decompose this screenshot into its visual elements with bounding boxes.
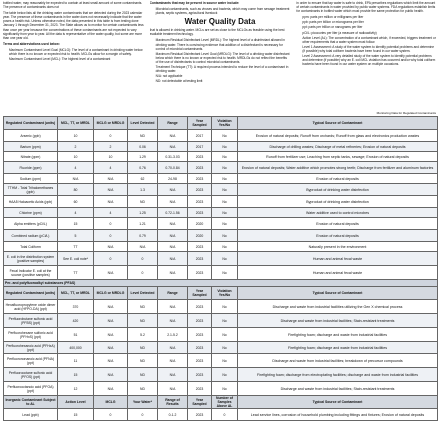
column-header: Typical Source of Contaminant: [238, 117, 438, 130]
table-cell: 2: [94, 142, 128, 152]
table-cell: 2023: [188, 184, 212, 196]
column-header: Level Detected: [128, 117, 158, 130]
table-cell: No: [212, 152, 238, 162]
table-cell: N/A: [158, 300, 188, 314]
table-cell: N/A: [94, 342, 128, 354]
contaminant-name-cell: Perfluorooctane sulfonic acid (PFOS) (ppt): [4, 368, 58, 382]
table-cell: 4: [94, 162, 128, 174]
table-cell: 5: [58, 230, 94, 242]
table-cell: 2020: [188, 230, 212, 242]
table-cell: N/A: [158, 130, 188, 142]
contaminant-name-cell: Fecal Indicator E. coli at the source (positive samples): [4, 266, 58, 280]
contaminant-name-cell: Nitrate (ppm): [4, 152, 58, 162]
column-header: Violation Yes/No: [212, 117, 238, 130]
source-cell: Erosion of natural deposits: [238, 218, 438, 230]
source-cell: Discharge of drilling wastes; Discharge of metal refineries; Erosion of natural deposits: [238, 142, 438, 152]
source-cell: Human and animal fecal waste: [238, 252, 438, 266]
table-row: [4, 130, 438, 142]
table-cell: N/A: [94, 368, 128, 382]
table-row: [4, 328, 438, 342]
intro-columns: [0, 0, 440, 111]
term-item: • N/A: not applicable: [156, 74, 291, 78]
term-item: • ppt: parts per trillion or nanograms per liter: [302, 25, 437, 29]
term-item: • Treatment Technique (TT): A required process intended to reduce the level of a contaminant in drinking water.: [156, 65, 291, 73]
contaminant-name-cell: TTHM - Total Trihalomethanes (ppb): [4, 184, 58, 196]
table-cell: 420: [58, 314, 94, 328]
table-cell: 2023: [188, 409, 212, 421]
table-cell: 0.79: [128, 230, 158, 242]
table-cell: N/A: [158, 342, 188, 354]
table-cell: 2023: [188, 162, 212, 174]
table-cell: N/A: [158, 354, 188, 368]
table-cell: N/A: [94, 382, 128, 396]
table-row: [4, 382, 438, 396]
column-header: MCLG or MRDLG: [94, 287, 128, 300]
table-cell: 0.76: [128, 162, 158, 174]
table-cell: N/A: [158, 184, 188, 196]
table-cell: 2017: [188, 142, 212, 152]
table-cell: N/A: [158, 218, 188, 230]
terms-heading: Terms and abbreviations used below:: [3, 41, 60, 46]
table-row: [4, 174, 438, 184]
column-header: Typical Source of Contaminant: [238, 287, 438, 300]
table-row: [4, 300, 438, 314]
table-cell: 0: [94, 230, 128, 242]
column-header: Range: [158, 117, 188, 130]
table-cell: N/A: [158, 142, 188, 152]
source-list: [150, 7, 291, 15]
table-cell: N/A: [158, 368, 188, 382]
table-cell: 0.06: [128, 142, 158, 152]
term-item: • Maximum Contaminant Level (MCL): The highest level of a contaminant: [9, 57, 144, 61]
table-row: [4, 314, 438, 328]
intro-column-3: [296, 1, 437, 111]
table-cell: 0: [128, 252, 158, 266]
table-cell: No: [212, 218, 238, 230]
column-header: Number of Samples Above AL: [212, 396, 238, 409]
intro-text: bottled water, may reasonably be expected to contain at least small amount of some contaminants. The presence of contaminants does not: [3, 1, 143, 10]
lead-header-row: [4, 396, 438, 409]
table-cell: 2023: [188, 152, 212, 162]
table-cell: ND: [128, 342, 158, 354]
table-cell: 60: [58, 196, 94, 208]
table-row: [4, 162, 438, 174]
table-row: [4, 368, 438, 382]
table-cell: 24-98: [158, 174, 188, 184]
table-cell: TT: [58, 242, 94, 252]
table-cell: 2.1-5.2: [158, 328, 188, 342]
table-row: [4, 152, 438, 162]
source-cell: Lead service lines, corrosion of household plumbing including fittings and fixtures; Erosion of natural deposits: [238, 409, 438, 421]
contaminant-name-cell: Perfluorohexanoic acid (PFHxA) (ppt): [4, 342, 58, 354]
contaminant-name-cell: Barium (ppm): [4, 142, 58, 152]
table-cell: N/A: [94, 328, 128, 342]
table-cell: ND: [128, 300, 158, 314]
column-header: MCLG: [94, 396, 128, 409]
table-cell: ND: [128, 130, 158, 142]
table-cell: 0.70-0.84: [158, 162, 188, 174]
table-cell: 10: [58, 152, 94, 162]
contaminant-name-cell: Sodium (ppm): [4, 174, 58, 184]
table-cell: No: [212, 252, 238, 266]
table-row: [4, 230, 438, 242]
contaminant-name-cell: Perfluorooctanoic acid (PFOA) (ppt): [4, 382, 58, 396]
column-header: Violation Yes/No: [212, 287, 238, 300]
table-cell: 2023: [188, 354, 212, 368]
table-cell: N/A: [94, 266, 128, 280]
table-cell: 80: [58, 184, 94, 196]
table-cell: No: [212, 328, 238, 342]
source-cell: Runoff from fertilizer use; Leaching from septic tanks, sewage; Erosion of natural deposits: [238, 152, 438, 162]
intro-text: The table below lists all the drinking water contaminants that we detected during the 2023 calendar year. The presence of these contaminants in the water does not necessarily indicate that the water poses a health risk. Unless otherwise noted, the data presented in this table is from testing done January 1 through December 31, 2023. The State allows us to monitor for certain contaminants less than once per year because the concentrations of these contaminants are not expected to vary significantly from year to year. All the data is representative of the water quality, but some are more than one year old.: [3, 11, 144, 40]
column-header: MCLG or MRDLG: [94, 117, 128, 130]
table-cell: 2023: [188, 382, 212, 396]
table-cell: 0.72-1.56: [158, 208, 188, 218]
table-cell: No: [212, 130, 238, 142]
table-cell: TT: [58, 266, 94, 280]
column-header: Range: [158, 287, 188, 300]
table-cell: 0: [128, 266, 158, 280]
table-cell: 2023: [188, 266, 212, 280]
table-cell: 1.21: [128, 218, 158, 230]
term-item: • ND: not detectable at testing limit: [156, 79, 291, 83]
term-item: • ppm: parts per million or milligrams per liter: [302, 15, 437, 19]
table-cell: 2: [58, 142, 94, 152]
table-cell: N/A: [58, 174, 94, 184]
table-cell: 12: [58, 382, 94, 396]
page-title: Water Quality Data: [184, 17, 256, 27]
table-cell: No: [212, 174, 238, 184]
contaminant-name-cell: Lead (ppb): [4, 409, 58, 421]
column-header: MCL, TT, or MRDL: [58, 117, 94, 130]
table-cell: N/A: [128, 242, 158, 252]
table-cell: No: [212, 300, 238, 314]
intro-text: that is allowed in drinking water. MCLs are set as close to the MCLGs as feasible using the best available treatment technology.: [149, 28, 285, 37]
table-cell: No: [212, 184, 238, 196]
table-cell: 5.2: [128, 328, 158, 342]
table-row: [4, 409, 438, 421]
table-row: [4, 342, 438, 354]
table-cell: 1.25: [128, 208, 158, 218]
table-cell: N/A: [158, 266, 188, 280]
terms-list: [3, 48, 144, 61]
contaminant-name-cell: Alpha emitters (pCi/L): [4, 218, 58, 230]
table-cell: 2023: [188, 208, 212, 218]
table-row: [4, 242, 438, 252]
terms-list: [296, 15, 437, 66]
table-cell: No: [212, 368, 238, 382]
source-cell: Discharge and waste from industrial facilities utilizing the Gen X chemical process: [238, 300, 438, 314]
table-cell: N/A: [158, 242, 188, 252]
contaminant-name-cell: Perfluorononanoic acid (PFNA) (ppt): [4, 354, 58, 368]
column-header: Year Sampled: [188, 117, 212, 130]
column-header: Regulated Contaminant (units): [4, 117, 58, 130]
table-cell: No: [212, 342, 238, 354]
column-header: Regulated Contaminant (units): [4, 287, 58, 300]
table-cell: N/A: [94, 196, 128, 208]
table-cell: 1.29: [128, 152, 158, 162]
source-cell: Erosion of natural deposits: [238, 230, 438, 242]
term-item: • Maximum Contaminant Level Goal (MCLG): The level of a contaminant in drinking water below which there is no known or expected risk to health. MCLGs allow for a margin of safety.: [9, 48, 144, 56]
table-cell: 2023: [188, 196, 212, 208]
table-cell: 2023: [188, 314, 212, 328]
table-row: [4, 196, 438, 208]
contaminant-name-cell: Combined radium (pCi/L): [4, 230, 58, 242]
pfas-table-body: [4, 300, 438, 396]
table-cell: N/A: [94, 242, 128, 252]
pfas-section-row: [4, 280, 438, 287]
table-cell: 2020: [188, 218, 212, 230]
contaminant-name-cell: Perfluorobutane sulfonic acid (PFBS) (ppt): [4, 314, 58, 328]
table-row: [4, 252, 438, 266]
contaminant-name-cell: Chlorine (ppm): [4, 208, 58, 218]
table-header-row: [4, 117, 438, 130]
term-item: • pCi/L: picocuries per liter (a measure of radioactivity): [302, 31, 437, 35]
table-cell: No: [212, 162, 238, 174]
term-item: • ppb: parts per billion or micrograms per liter: [302, 20, 437, 24]
water-quality-table: [3, 116, 438, 421]
table-row: [4, 208, 438, 218]
column-header: Range of Results: [158, 396, 188, 409]
source-cell: Firefighting foam; discharge and waste from industrial facilities: [238, 342, 438, 354]
source-cell: Erosion of natural deposits; Runoff from orchards; Runoff from glass and electronics production wastes: [238, 130, 438, 142]
source-cell: Byproduct of drinking water disinfection: [238, 196, 438, 208]
table-cell: 62: [128, 174, 158, 184]
table-cell: 2017: [188, 130, 212, 142]
column-header: Your Water*: [128, 396, 158, 409]
table-cell: ND: [128, 382, 158, 396]
table-cell: ND: [128, 354, 158, 368]
table-row: [4, 218, 438, 230]
source-item: • Microbial contaminants, such as viruses and bacteria, which may come from sewage treatment plants, septic systems, agricultural livestock: [156, 7, 291, 15]
table-cell: N/A: [94, 184, 128, 196]
table-cell: 0.31-3.03: [158, 152, 188, 162]
intro-text: in order to ensure that tap water is safe to drink, EPA prescribes regulations which limit the amount of certain contaminants in water provided by public water systems. FDA regulations establish limits for contaminants in bottled water which must provide the same protection for public health.: [296, 1, 436, 14]
table-cell: N/A: [158, 196, 188, 208]
term-item: • Level 1 Assessment: A study of the water system to identify potential problems and determine (if possible) why total coliform bacteria have been found in our water system.: [302, 45, 437, 53]
table-cell: No: [212, 314, 238, 328]
source-cell: Byproduct of drinking water disinfection: [238, 184, 438, 196]
table-row: [4, 142, 438, 152]
table-cell: 15: [58, 368, 94, 382]
table-row: [4, 266, 438, 280]
intro-text: Contaminants that may be present in source water include:: [149, 1, 240, 5]
source-cell: Discharge and waste from industrial facilities; Stain-resistant treatments: [238, 314, 438, 328]
contaminant-name-cell: Perfluorohexane sulfonic acid (PFHxS) (ppt): [4, 328, 58, 342]
table-cell: 2023: [188, 342, 212, 354]
table-cell: 10: [58, 130, 94, 142]
table-body: [4, 130, 438, 280]
term-item: • Action Level (AL): The concentration of a contaminant which, if exceeded, triggers treatment or other requirements that a water system must follow.: [302, 36, 437, 44]
table-cell: N/A: [158, 252, 188, 266]
column-header: Level Detected: [128, 287, 158, 300]
term-item: • Maximum Residual Disinfectant Level (MRDL): The highest level of a disinfectant allowed in drinking water. There is convincing evidence that addition of a disinfectant is necessary for control of microbial contaminants.: [156, 38, 291, 50]
table-cell: No: [212, 142, 238, 152]
column-header: MCL, TT, or MRDL: [58, 287, 94, 300]
table-cell: 2023: [188, 242, 212, 252]
table-cell: 0: [128, 409, 158, 421]
source-cell: Erosion of natural deposits: [238, 174, 438, 184]
contaminant-name-cell: HAA5 Haloacetic Acids (ppb): [4, 196, 58, 208]
intro-column-2: [150, 1, 291, 111]
intro-column-1: [3, 1, 144, 111]
contaminant-name-cell: Hexafluoropropylene oxide dimer acid (HFPO-DA) (ppt): [4, 300, 58, 314]
table-cell: 2023: [188, 252, 212, 266]
table-cell: 0: [212, 409, 238, 421]
table-row: [4, 184, 438, 196]
table-cell: N/A: [94, 314, 128, 328]
table-cell: 0: [94, 218, 128, 230]
contaminant-name-cell: Total Coliform: [4, 242, 58, 252]
source-cell: Human and animal fecal waste: [238, 266, 438, 280]
source-cell: Discharge and waste from industrial facilities; breakdown of precursor compounds: [238, 354, 438, 368]
table-cell: 0: [94, 409, 128, 421]
table-cell: 51: [58, 328, 94, 342]
source-cell: Erosion of natural deposits; Water additive which promotes strong teeth; Discharge from fertilizer and aluminum factories: [238, 162, 438, 174]
table-cell: N/A: [158, 314, 188, 328]
table-cell: No: [212, 208, 238, 218]
lead-table-body: [4, 409, 438, 421]
table-cell: 15: [58, 409, 94, 421]
table-cell: No: [212, 242, 238, 252]
table-cell: 0: [94, 252, 128, 266]
table-cell: No: [212, 266, 238, 280]
table-cell: 4: [58, 162, 94, 174]
source-cell: Firefighting foam; discharge and waste from industrial facilities: [238, 328, 438, 342]
contaminant-name-cell: Fluoride (ppm): [4, 162, 58, 174]
column-header: Typical Source of Contaminant: [238, 396, 438, 409]
table-cell: 1.3: [128, 184, 158, 196]
table-cell: 4: [94, 208, 128, 218]
table-cell: 0-1.2: [158, 409, 188, 421]
table-cell: 0: [94, 130, 128, 142]
table-cell: 2023: [188, 328, 212, 342]
table-cell: No: [212, 382, 238, 396]
table-row: [4, 354, 438, 368]
table-cell: N/A: [158, 230, 188, 242]
table-cell: 10: [94, 152, 128, 162]
table-cell: 11: [58, 354, 94, 368]
table-cell: No: [212, 196, 238, 208]
term-item: • Level 2 Assessment: A very detailed study of the water system to identify potential problems and determine (if possible) why an E. coli MCL violation has occurred and/or why total coliform bacteria have been found in our water system on multiple occasions.: [302, 54, 437, 66]
table-cell: 4: [58, 208, 94, 218]
table-cell: 2023: [188, 300, 212, 314]
table-cell: N/A: [94, 354, 128, 368]
table-cell: See E. coli note*: [58, 252, 94, 266]
terms-list: [150, 38, 291, 83]
table-cell: 15: [58, 218, 94, 230]
source-cell: Naturally present in the environment: [238, 242, 438, 252]
table-cell: No: [212, 354, 238, 368]
pfas-header-row: [4, 287, 438, 300]
contaminant-name-cell: Arsenic (ppb): [4, 130, 58, 142]
source-cell: Discharge and waste from industrial facilities; Stain-resistant treatments: [238, 382, 438, 396]
contaminant-name-cell: E. coli in the distribution system (positive samples): [4, 252, 58, 266]
column-header: Year Sampled: [188, 287, 212, 300]
table-cell: 2023: [188, 174, 212, 184]
table-cell: No: [212, 230, 238, 242]
table-cell: 400,000: [58, 342, 94, 354]
table-cell: N/A: [94, 174, 128, 184]
table-cell: ND: [128, 314, 158, 328]
table-cell: ND: [128, 368, 158, 382]
source-cell: Firefighting foam; discharge from electroplating facilities; discharge and waste from industrial facilities: [238, 368, 438, 382]
table-cell: N/A: [94, 300, 128, 314]
source-cell: Water additive used to control microbes: [238, 208, 438, 218]
column-header: Inorganic Contaminant Subject to AL: [4, 396, 58, 409]
column-header: Action Level: [58, 396, 94, 409]
table-cell: 370: [58, 300, 94, 314]
pfas-section-title: Per- and polyfluoroalkyl substances (PFAS): [4, 280, 438, 287]
table-cell: 2023: [188, 368, 212, 382]
table-note: Monitoring Data for Regulated Contaminants: [376, 111, 436, 115]
table-cell: N/A: [158, 382, 188, 396]
term-item: • Maximum Residual Disinfectant Level Goal (MRDLG): The level of a drinking water disinfectant below which there is no known or expected risk to health. MRDLGs do not reflect the benefits of the use of disinfectants to control microbial contaminants.: [156, 52, 291, 64]
column-header: Year Sampled: [188, 396, 212, 409]
table-cell: ND: [128, 196, 158, 208]
